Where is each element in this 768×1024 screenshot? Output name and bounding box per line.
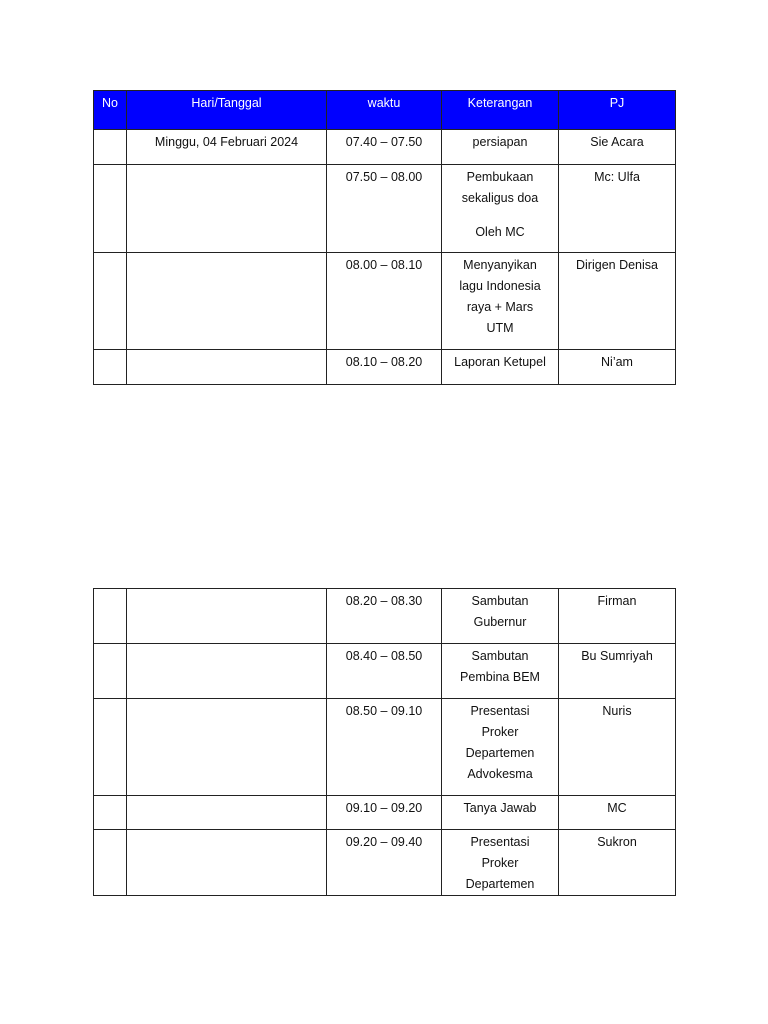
cell-no (94, 589, 127, 644)
cell-pj: MC (559, 796, 676, 830)
cell-time: 09.20 – 09.40 (327, 830, 442, 896)
cell-no (94, 796, 127, 830)
cell-time: 07.50 – 08.00 (327, 165, 442, 253)
description-line: Advokesma (467, 767, 533, 781)
description-line: Departemen (465, 746, 535, 760)
cell-date: Minggu, 04 Februari 2024 (127, 130, 327, 165)
cell-description (442, 165, 559, 253)
cell-pj: Firman (559, 589, 676, 644)
cell-pj: Nuris (559, 699, 676, 796)
description-line: Pembina BEM (460, 670, 540, 684)
cell-description (442, 130, 559, 165)
header-time: waktu (327, 91, 442, 130)
table-row (94, 253, 676, 350)
description-line: Presentasi (470, 835, 530, 849)
cell-description (442, 644, 559, 699)
table-row (94, 165, 676, 253)
description-line: lagu Indonesia (459, 279, 541, 293)
description-extra-line: Oleh MC (475, 225, 525, 239)
cell-no (94, 699, 127, 796)
cell-description (442, 589, 559, 644)
cell-no (94, 165, 127, 253)
table-row (94, 589, 676, 644)
description-line: Departemen (465, 877, 535, 891)
description-line: Presentasi (470, 704, 530, 718)
header-description: Keterangan (442, 91, 559, 130)
description-line: Laporan Ketupel (454, 355, 546, 369)
table-header-row (94, 91, 676, 130)
cell-time: 09.10 – 09.20 (327, 796, 442, 830)
cell-date (127, 796, 327, 830)
cell-pj: Sie Acara (559, 130, 676, 165)
description-line: Menyanyikan (463, 258, 537, 272)
cell-date (127, 253, 327, 350)
description-line: Sambutan (471, 649, 529, 663)
table-row (94, 796, 676, 830)
description-line: Gubernur (473, 615, 527, 629)
cell-date (127, 830, 327, 896)
cell-time: 08.20 – 08.30 (327, 589, 442, 644)
description-line: UTM (486, 321, 514, 335)
header-pj: PJ (559, 91, 676, 130)
cell-time: 08.00 – 08.10 (327, 253, 442, 350)
cell-pj: Ni’am (559, 350, 676, 385)
cell-description (442, 253, 559, 350)
table-row (94, 130, 676, 165)
description-line: Proker (481, 856, 519, 870)
cell-description (442, 796, 559, 830)
table-row (94, 644, 676, 699)
description-line: persiapan (472, 135, 528, 149)
cell-no (94, 830, 127, 896)
cell-no (94, 130, 127, 165)
cell-pj: Bu Sumriyah (559, 644, 676, 699)
cell-time: 08.50 – 09.10 (327, 699, 442, 796)
header-no: No (94, 91, 127, 130)
description-line: raya + Mars (466, 300, 534, 314)
cell-no (94, 644, 127, 699)
schedule-table-2 (93, 588, 676, 896)
cell-time: 08.10 – 08.20 (327, 350, 442, 385)
cell-date (127, 165, 327, 253)
schedule-table-1 (93, 90, 676, 385)
cell-pj: Dirigen Denisa (559, 253, 676, 350)
cell-date (127, 644, 327, 699)
description-line: sekaligus doa (461, 191, 539, 205)
cell-date (127, 699, 327, 796)
cell-time: 07.40 – 07.50 (327, 130, 442, 165)
cell-date (127, 589, 327, 644)
cell-description (442, 350, 559, 385)
table-row (94, 830, 676, 896)
cell-description (442, 699, 559, 796)
table-row (94, 350, 676, 385)
cell-time: 08.40 – 08.50 (327, 644, 442, 699)
cell-no (94, 350, 127, 385)
header-date: Hari/Tanggal (127, 91, 327, 130)
cell-pj: Mc: Ulfa (559, 165, 676, 253)
cell-description (442, 830, 559, 896)
description-line: Proker (481, 725, 519, 739)
cell-pj: Sukron (559, 830, 676, 896)
description-line: Tanya Jawab (463, 801, 537, 815)
cell-date (127, 350, 327, 385)
table-row (94, 699, 676, 796)
description-line: Pembukaan (466, 170, 534, 184)
cell-no (94, 253, 127, 350)
description-line: Sambutan (471, 594, 529, 608)
